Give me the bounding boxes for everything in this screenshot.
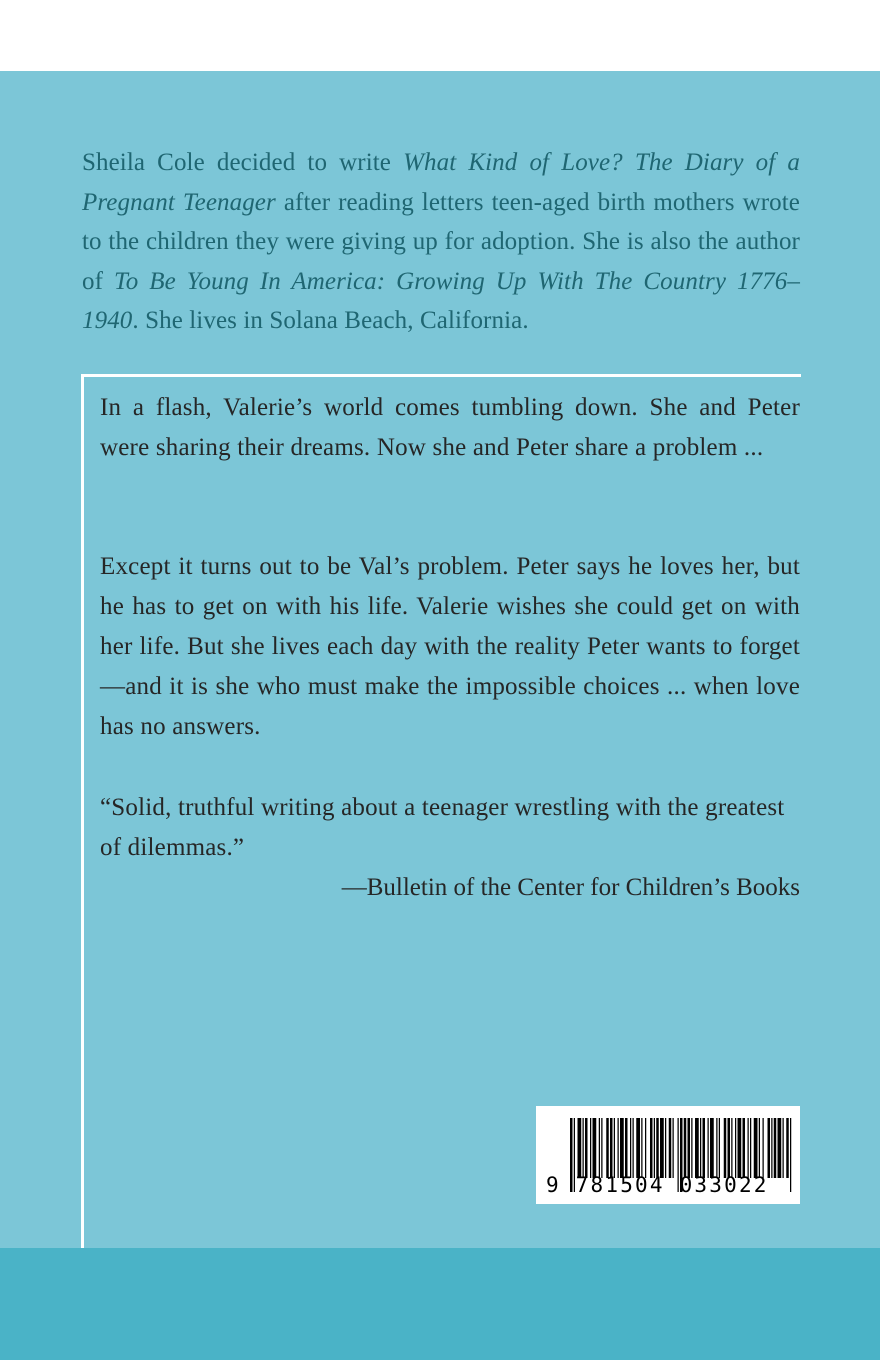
barcode-bar bbox=[754, 1118, 758, 1178]
barcode-bar bbox=[716, 1118, 717, 1178]
barcode-bar bbox=[614, 1118, 615, 1178]
bio-book-title-2: To Be Young In America: Growing Up With The Country 1776–1940 bbox=[82, 267, 800, 335]
barcode-bar bbox=[688, 1118, 691, 1178]
barcode-bar bbox=[735, 1118, 736, 1178]
barcode-bar bbox=[710, 1118, 714, 1178]
barcode-bar bbox=[636, 1118, 640, 1178]
barcode-bar bbox=[620, 1118, 624, 1178]
barcode-bar bbox=[748, 1118, 749, 1178]
barcode-bar bbox=[669, 1118, 672, 1178]
barcode-bar bbox=[599, 1118, 600, 1178]
blurb-paragraph-2: Except it turns out to be Val’s problem. Peter says he loves her, but he has to get on with his life. Valerie wishes she could get on with her life. But she lives each day with the reality Peter wants to forget—and it is she who must make the impossible choices ... when love has no answers. bbox=[100, 553, 800, 740]
barcode-bar bbox=[654, 1118, 655, 1178]
barcode-bar bbox=[593, 1118, 597, 1178]
author-bio bbox=[82, 143, 800, 341]
bio-text-1: Sheila Cole decided to write bbox=[82, 149, 404, 176]
barcode-bar bbox=[590, 1118, 591, 1178]
barcode-bar bbox=[703, 1118, 706, 1178]
barcode-bar bbox=[650, 1118, 653, 1178]
barcode-bar bbox=[684, 1118, 687, 1178]
isbn-barcode bbox=[536, 1106, 800, 1204]
review-quote: “Solid, truthful writing about a teenager wrestling with the greatest of dilemmas.” bbox=[100, 794, 785, 861]
bottom-band bbox=[0, 1248, 880, 1360]
barcode-bar bbox=[665, 1118, 666, 1178]
barcode-bar bbox=[763, 1118, 764, 1178]
barcode-bar bbox=[724, 1118, 727, 1178]
barcode-bar bbox=[601, 1118, 602, 1178]
barcode-bar bbox=[618, 1118, 619, 1178]
barcode-bar bbox=[691, 1118, 692, 1178]
barcode-bar bbox=[633, 1118, 634, 1178]
barcode-bar bbox=[630, 1118, 631, 1178]
barcode-bar bbox=[660, 1118, 664, 1178]
barcode-bar bbox=[771, 1118, 772, 1178]
bio-text-2: after reading letters teen-aged birth mothers wrote to the children they were giving up for adoption. She is also the author of bbox=[82, 188, 800, 295]
barcode-bar bbox=[768, 1118, 771, 1178]
barcode-bar bbox=[641, 1118, 642, 1178]
barcode-bar bbox=[774, 1118, 777, 1178]
isbn-digits: 9 781504 033022 bbox=[546, 1173, 769, 1197]
barcode-bar bbox=[673, 1118, 674, 1178]
barcode-bar bbox=[728, 1118, 731, 1178]
barcode-bar bbox=[708, 1118, 709, 1178]
barcode-bar bbox=[759, 1118, 760, 1178]
barcode-bar bbox=[700, 1118, 701, 1178]
barcode-bar bbox=[778, 1118, 782, 1178]
barcode-bar bbox=[695, 1118, 699, 1178]
barcode-bar bbox=[583, 1118, 584, 1178]
barcode-bar bbox=[645, 1118, 646, 1178]
bio-text-3: . She lives in Solana Beach, California. bbox=[132, 307, 529, 335]
barcode-bar bbox=[731, 1118, 732, 1178]
barcode-bar bbox=[743, 1118, 746, 1178]
barcode-bar bbox=[783, 1118, 784, 1178]
barcode-bar bbox=[786, 1118, 789, 1178]
barcode-bar bbox=[578, 1118, 582, 1178]
barcode-bar bbox=[719, 1118, 720, 1178]
barcode-bar bbox=[656, 1118, 659, 1178]
barcode-bar bbox=[738, 1118, 742, 1178]
barcode-bar bbox=[585, 1118, 588, 1178]
barcode-bar bbox=[625, 1118, 628, 1178]
bio-book-title-1: What Kind of Love? The Diary of a Pregnant Teenager bbox=[82, 149, 800, 216]
top-margin bbox=[0, 0, 880, 71]
barcode-bar bbox=[610, 1118, 613, 1178]
barcode-bar bbox=[750, 1118, 751, 1178]
review-attribution: —Bulletin of the Center for Children’s Books bbox=[341, 874, 800, 901]
blurb-paragraph-1: In a flash, Valerie’s world comes tumbling down. She and Peter were sharing their dreams. Now she and Peter share a problem ... bbox=[100, 394, 800, 461]
barcode-bar bbox=[606, 1118, 609, 1178]
